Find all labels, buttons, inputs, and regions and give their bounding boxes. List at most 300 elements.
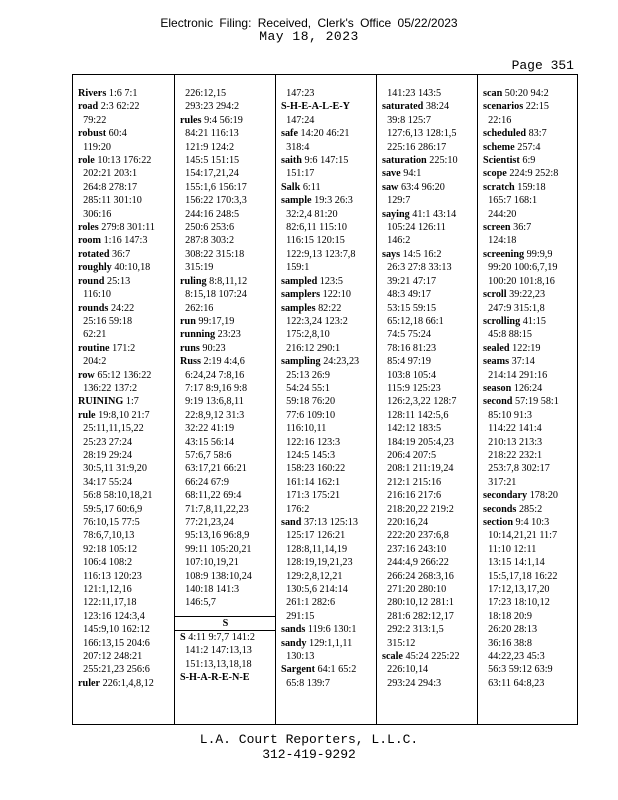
index-line [382, 261, 477, 274]
page-line-references: 40:10,18 [111, 262, 151, 274]
index-line [281, 167, 376, 180]
page-line-references: 66:24 67:9 [180, 476, 229, 488]
index-line [78, 355, 174, 368]
page-line-references: 142:12 183:5 [382, 423, 442, 435]
index-headword: Russ [180, 356, 201, 368]
index-headword: S [180, 631, 186, 643]
index-line [281, 663, 376, 676]
index-headword: sand [281, 517, 302, 528]
index-line [180, 644, 275, 657]
page-line-references: 26:20 28:13 [483, 624, 538, 636]
page-line-references: 9:19 13:6,8,11 [180, 396, 244, 408]
index-line [78, 395, 174, 408]
index-line [382, 476, 477, 489]
page-line-references: 293:23 294:2 [180, 101, 240, 113]
page-line-references: 141:2 147:13,13 [180, 645, 252, 657]
index-line [483, 261, 578, 274]
page-line-references: 13:15 14:1,14 [483, 557, 545, 569]
page-line-references: 166:13,15 204:6 [78, 637, 150, 649]
page-line-references: 2:3 62:22 [98, 101, 140, 113]
page-line-references: 116:10,11 [281, 423, 327, 435]
page-line-references: 114:22 141:4 [483, 423, 542, 435]
page-line-references: 161:14 162:1 [281, 476, 341, 488]
page-line-references: 271:20 280:10 [382, 584, 447, 596]
index-line [281, 234, 376, 247]
index-line [180, 114, 275, 127]
page-line-references: 151:13,13,18,18 [180, 658, 252, 670]
index-line [281, 570, 376, 583]
page-line-references: 65:12,18 66:1 [382, 315, 444, 327]
index-column-3 [275, 75, 376, 724]
page-line-references: 8:15,18 107:24 [180, 289, 247, 301]
index-line [483, 556, 578, 569]
index-column-2 [174, 75, 275, 724]
index-headword: saturation [382, 155, 427, 167]
page-line-references: 224:9 252:8 [506, 168, 559, 180]
index-column-5 [477, 75, 578, 724]
index-line [281, 355, 376, 368]
page-line-references: 121:1,12,16 [78, 584, 132, 596]
page-line-references: 22:8,9,12 31:3 [180, 409, 245, 421]
page-line-references: 130:13 [281, 651, 315, 663]
page-line-references: 207:12 248:21 [78, 651, 143, 663]
page-line-references: 126:24 [511, 382, 543, 394]
page-line-references: 306:16 [78, 208, 112, 220]
index-line [281, 637, 376, 650]
index-line [382, 114, 477, 127]
page-line-references: 14:5 16:2 [400, 248, 442, 260]
page-line-references: 76:10,15 77:5 [78, 517, 140, 528]
index-line [382, 663, 477, 676]
page-line-references: 315:12 [382, 637, 416, 649]
index-line [180, 275, 275, 288]
page-line-references: 92:18 105:12 [78, 543, 138, 555]
index-line [180, 87, 275, 100]
page-line-references: 175:2,8,10 [281, 329, 330, 341]
page-line-references: 60:4 [106, 128, 127, 140]
index-line [483, 610, 578, 623]
index-line [382, 167, 477, 180]
page-line-references: 10:14,21,21 11:7 [483, 530, 558, 542]
page-line-references: 244:20 [483, 208, 517, 220]
page-line-references: 84:21 116:13 [180, 128, 239, 140]
page-line-references: 225:10 [426, 155, 458, 167]
index-line [180, 462, 275, 475]
index-line [281, 596, 376, 609]
index-line [281, 288, 376, 301]
page-line-references: 247:9 315:1,8 [483, 302, 545, 314]
index-headword: S-H-A-R-E-N-E [180, 672, 250, 684]
page-line-references: 155:1,6 156:17 [180, 181, 247, 193]
index-headword: role [78, 155, 95, 167]
page-line-references: 99:17,19 [195, 315, 235, 327]
page-line-references: 45:24 225:22 [402, 651, 460, 663]
index-line [78, 489, 174, 502]
index-line [78, 623, 174, 636]
page-line-references: 159:18 [514, 181, 546, 193]
index-line [78, 556, 174, 569]
index-headword: samplers [281, 289, 321, 301]
page-line-references: 124:5 145:3 [281, 449, 336, 461]
index-line [382, 181, 477, 194]
index-line [78, 422, 174, 435]
index-line [180, 181, 275, 194]
page-line-references: 36:7 [109, 248, 131, 260]
index-line [180, 476, 275, 489]
index-line [483, 87, 578, 100]
index-headword: scroll [483, 289, 507, 301]
page-line-references: 25:23 27:24 [78, 436, 133, 448]
index-line [483, 154, 578, 167]
court-reporter-footer [0, 732, 618, 762]
index-line [180, 516, 275, 529]
index-line [382, 87, 477, 100]
index-line [78, 154, 174, 167]
index-headword: Sargent [281, 664, 315, 676]
page-line-references: 63:17,21 66:21 [180, 463, 247, 475]
index-line [281, 342, 376, 355]
page-line-references: 222:20 237:6,8 [382, 530, 449, 542]
page-line-references: 212:1 215:16 [382, 476, 442, 488]
page-line-references: 38:24 [423, 101, 450, 113]
index-line [78, 449, 174, 462]
index-line [483, 650, 578, 663]
index-line [483, 583, 578, 596]
index-line [483, 503, 578, 516]
index-line [180, 449, 275, 462]
index-line [78, 234, 174, 247]
page-line-references: 85:4 97:19 [382, 356, 431, 368]
index-headword: saith [281, 155, 302, 167]
index-headword: rules [180, 114, 202, 126]
index-headword: scale [382, 651, 403, 663]
reporter-name: L.A. Court Reporters, L.L.C. [199, 732, 419, 747]
page-line-references: 280:10,12 281:1 [382, 597, 454, 609]
index-line [281, 623, 376, 636]
index-line [483, 208, 578, 221]
index-line [281, 503, 376, 516]
index-line [281, 87, 376, 100]
page-line-references: 74:5 75:24 [382, 329, 431, 341]
index-line [78, 167, 174, 180]
index-headword: seams [483, 356, 510, 368]
page-line-references: 293:24 294:3 [382, 677, 442, 689]
index-line [281, 462, 376, 475]
page-line-references: 116:10 [78, 289, 112, 301]
page-line-references: 36:7 [510, 222, 532, 234]
page-line-references: 24:22 [108, 302, 135, 314]
section-letter-heading: S [175, 616, 275, 631]
index-line [78, 382, 174, 395]
index-line [483, 100, 578, 113]
page-line-references: 57:6,7 58:6 [180, 449, 232, 461]
index-headword: saw [382, 181, 399, 193]
index-line [382, 302, 477, 315]
page-line-references: 220:16,24 [382, 517, 429, 528]
page-line-references: 78:6,7,10,13 [78, 530, 135, 542]
index-line [382, 570, 477, 583]
index-headword: ruler [78, 677, 101, 689]
index-line [382, 449, 477, 462]
page-line-references: 15:5,17,18 16:22 [483, 570, 558, 582]
page-line-references: 147:23 [281, 88, 315, 99]
page-line-references: 308:22 315:18 [180, 248, 245, 260]
page-line-references: 204:2 [78, 356, 107, 368]
index-headword: screening [483, 248, 525, 260]
index-headword: Scientist [483, 155, 520, 167]
index-line [382, 610, 477, 623]
index-line [78, 302, 174, 315]
page-line-references: 128:11 142:5,6 [382, 409, 449, 421]
index-headword: ruling [180, 275, 207, 287]
page-line-references: 116:13 120:23 [78, 570, 142, 582]
page-line-references: 11:10 12:11 [483, 543, 537, 555]
index-line [483, 167, 578, 180]
index-headword: section [483, 517, 513, 528]
index-line [78, 141, 174, 154]
index-line [281, 650, 376, 663]
index-line [281, 583, 376, 596]
index-line [281, 328, 376, 341]
index-line [382, 208, 477, 221]
index-line [281, 489, 376, 502]
page-line-references: 165:7 168:1 [483, 195, 538, 207]
page-number: Page 351 [511, 58, 574, 73]
index-headword: roles [78, 222, 99, 234]
page-line-references: 6:11 [300, 181, 321, 193]
page-line-references: 279:8 301:11 [98, 222, 155, 234]
page-line-references: 126:2,3,22 128:7 [382, 396, 457, 408]
index-line [180, 583, 275, 596]
index-line [382, 141, 477, 154]
page-line-references: 171:3 175:21 [281, 490, 341, 502]
index-line [281, 141, 376, 154]
index-headword: room [78, 235, 102, 247]
index-line [180, 208, 275, 221]
index-line [382, 234, 477, 247]
index-line [78, 476, 174, 489]
index-headword: scan [483, 88, 503, 99]
page-line-references: 285:11 301:10 [78, 195, 142, 207]
index-headword: scratch [483, 181, 515, 193]
page-line-references: 136:22 137:2 [78, 382, 138, 394]
page-line-references: 129:7 [382, 195, 411, 207]
index-line [281, 382, 376, 395]
page-line-references: 145:9,10 162:12 [78, 624, 150, 636]
page-line-references: 291:15 [281, 610, 315, 622]
index-line [180, 288, 275, 301]
index-line [180, 234, 275, 247]
index-line [483, 355, 578, 368]
index-line [382, 409, 477, 422]
page-line-references: 266:24 268:3,16 [382, 570, 454, 582]
page-line-references: 53:15 59:15 [382, 302, 437, 314]
index-headword: road [78, 101, 99, 113]
page-line-references: 125:17 126:21 [281, 530, 346, 542]
index-headword: secondary [483, 490, 528, 502]
page-line-references: 28:19 29:24 [78, 449, 133, 461]
index-line [382, 422, 477, 435]
page-line-references: 122:11,17,18 [78, 597, 137, 609]
index-line [382, 100, 477, 113]
index-headword: sealed [483, 342, 510, 354]
page-line-references: 158:23 160:22 [281, 463, 346, 475]
index-line [281, 449, 376, 462]
page-line-references: 140:18 141:3 [180, 584, 240, 596]
page-line-references: 57:19 58:1 [512, 396, 559, 408]
page-line-references: 65:8 139:7 [281, 677, 330, 689]
index-line [483, 275, 578, 288]
index-line [78, 610, 174, 623]
index-line [180, 355, 275, 368]
index-line [483, 529, 578, 542]
index-line [382, 275, 477, 288]
page-line-references: 83:7 [526, 128, 547, 140]
index-headword: run [180, 315, 196, 327]
index-line [78, 315, 174, 328]
page-line-references: 48:3 49:17 [382, 289, 431, 301]
page-line-references: 4:11 9:7,7 141:2 [185, 631, 255, 643]
index-line [483, 637, 578, 650]
index-line [78, 369, 174, 382]
index-line [281, 248, 376, 261]
page-line-references: 105:24 126:11 [382, 222, 446, 234]
page-line-references: 216:16 217:6 [382, 490, 442, 502]
index-line [281, 436, 376, 449]
page-line-references: 1:6 7:1 [106, 88, 138, 99]
page-line-references: 127:6,13 128:1,5 [382, 128, 457, 140]
page-line-references: 24:23,23 [320, 356, 360, 368]
page-line-references: 1:7 [123, 396, 139, 408]
index-line [382, 382, 477, 395]
page-line-references: 214:14 291:16 [483, 369, 548, 381]
page-line-references: 176:2 [281, 503, 310, 515]
page-line-references: 79:22 [78, 114, 107, 126]
index-line [78, 650, 174, 663]
index-line [180, 167, 275, 180]
index-line [180, 100, 275, 113]
index-line [180, 382, 275, 395]
page-line-references: 103:8 105:4 [382, 369, 437, 381]
index-line [180, 328, 275, 341]
index-line [180, 529, 275, 542]
page-line-references: 171:2 [109, 342, 136, 354]
index-line [78, 328, 174, 341]
index-line [78, 127, 174, 140]
index-line [382, 637, 477, 650]
index-line [281, 610, 376, 623]
index-line [483, 288, 578, 301]
index-headword: routine [78, 342, 110, 354]
index-line [78, 181, 174, 194]
index-headword: rotated [78, 248, 110, 260]
index-headword: round [78, 275, 105, 287]
page-line-references: 225:16 286:17 [382, 141, 447, 153]
page-line-references: 65:12 136:22 [94, 369, 152, 381]
index-line [382, 328, 477, 341]
page-line-references: 62:21 [78, 329, 107, 341]
index-line [281, 127, 376, 140]
index-line [281, 516, 376, 529]
index-line [483, 382, 578, 395]
index-line [483, 677, 578, 690]
index-line [281, 114, 376, 127]
index-headword: sample [281, 195, 312, 207]
page-line-references: 253:7,8 302:17 [483, 463, 550, 475]
page-line-references: 39:22,23 [506, 289, 546, 301]
page-line-references: 128:19,19,21,23 [281, 557, 353, 569]
page-line-references: 123:5 [317, 275, 343, 287]
index-line [78, 637, 174, 650]
page-line-references: 141:23 143:5 [382, 88, 442, 99]
index-line [180, 556, 275, 569]
index-line [382, 543, 477, 556]
page-line-references: 210:13 213:3 [483, 436, 543, 448]
page-line-references: 2:19 4:4,6 [200, 356, 245, 368]
page-line-references: 285:2 [516, 503, 543, 515]
index-line [382, 436, 477, 449]
page-line-references: 45:8 88:15 [483, 329, 532, 341]
index-column-4 [376, 75, 477, 724]
page-line-references: 23:23 [215, 329, 241, 341]
page-line-references: 122:9,13 123:7,8 [281, 248, 356, 260]
index-headword: samples [281, 302, 316, 314]
index-line [382, 596, 477, 609]
page-line-references: 25:13 26:9 [281, 369, 330, 381]
index-line [180, 631, 275, 644]
page-line-references: 124:18 [483, 235, 517, 247]
index-line [281, 422, 376, 435]
index-line [382, 194, 477, 207]
index-headword: rule [78, 409, 96, 421]
index-headword: screen [483, 222, 511, 234]
page-line-references: 44:22,23 45:3 [483, 651, 545, 663]
index-line [78, 261, 174, 274]
page-line-references: 237:16 243:10 [382, 543, 447, 555]
index-line [382, 529, 477, 542]
page-line-references: 25:16 59:18 [78, 315, 133, 327]
page-line-references: 32:2,4 81:20 [281, 208, 338, 220]
page-line-references: 250:6 253:6 [180, 222, 235, 234]
page-line-references: 264:8 278:17 [78, 181, 138, 193]
index-line [483, 543, 578, 556]
index-line [78, 87, 174, 100]
page-line-references: 78:16 81:23 [382, 342, 437, 354]
index-line [78, 503, 174, 516]
index-headword: second [483, 396, 513, 408]
page-line-references: 146:2 [382, 235, 411, 247]
page-line-references: 115:9 125:23 [382, 382, 441, 394]
index-line [180, 141, 275, 154]
page-line-references: 122:3,24 123:2 [281, 315, 348, 327]
page-line-references: 121:9 124:2 [180, 141, 235, 153]
index-headword: saying [382, 208, 410, 220]
index-line [382, 583, 477, 596]
index-line [281, 677, 376, 690]
index-line [483, 489, 578, 502]
index-line [382, 395, 477, 408]
index-line [483, 127, 578, 140]
index-line [483, 342, 578, 355]
index-line [78, 208, 174, 221]
page-line-references: 261:1 282:6 [281, 597, 336, 609]
page-line-references: 154:17,21,24 [180, 168, 239, 180]
page-line-references: 39:8 125:7 [382, 114, 431, 126]
index-line [78, 436, 174, 449]
index-line [483, 436, 578, 449]
page-line-references: 59:18 76:20 [281, 396, 336, 408]
page-line-references: 82:22 [315, 302, 342, 314]
